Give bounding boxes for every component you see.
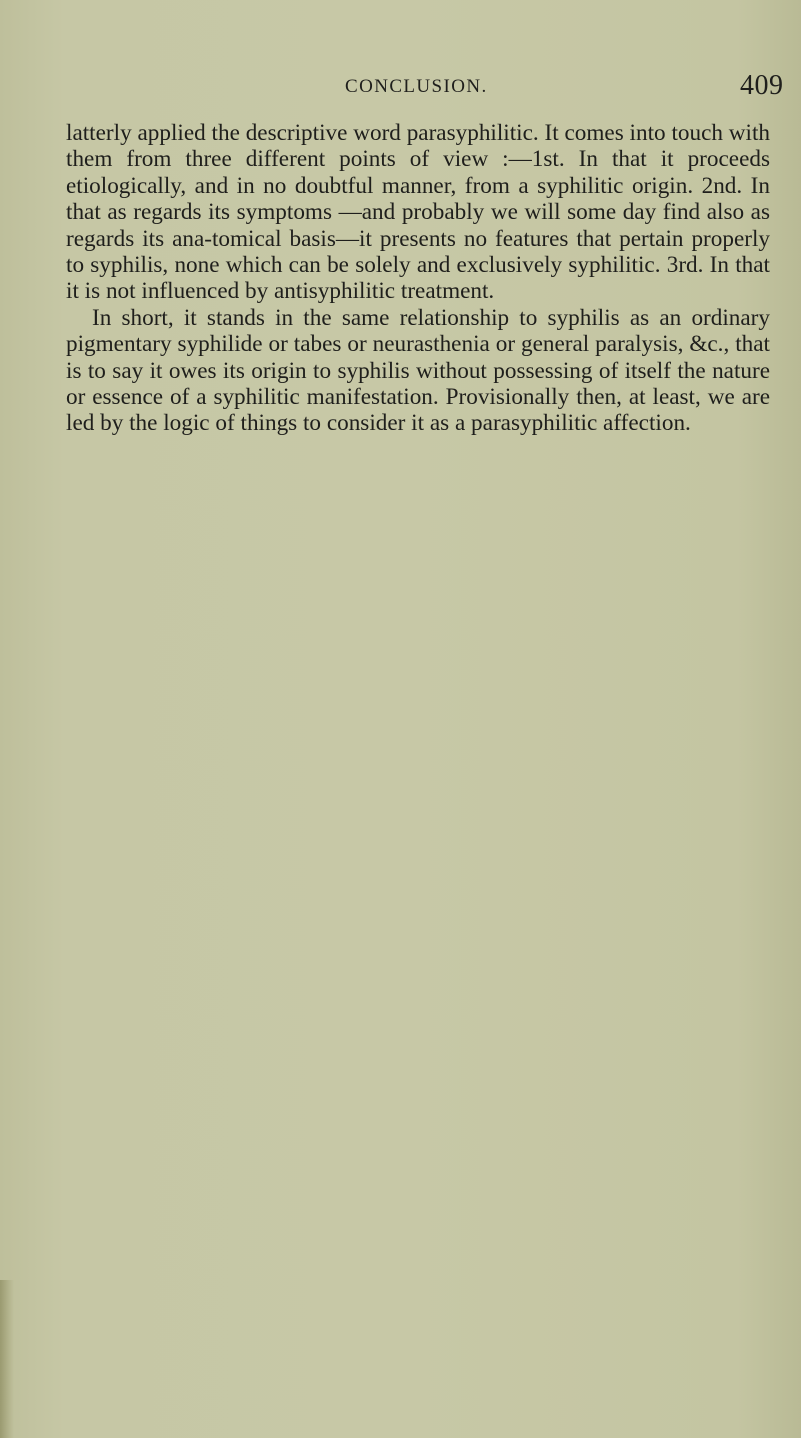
running-title: CONCLUSION.	[345, 76, 488, 97]
page-header	[0, 70, 801, 104]
body-text	[66, 120, 770, 437]
page-edge-shadow	[0, 1280, 14, 1438]
paragraph-2: In short, it stands in the same relationship to syphilis as an ordinary pigmentary syphilide or tabes or neurasthenia or general paralysis, &c., that is to say it owes its origin to syphilis without possessing of itself the nature or essence of a syphilitic manifestation. Provisionally then, at least, we are led by the logic of things to consider it as a parasyphilitic affection.	[66, 304, 770, 437]
paragraph-1: latterly applied the descriptive word parasyphilitic. It comes into touch with them from three different points of view :—1st. In that it proceeds etiologically, and in no doubtful manner, from a syphilitic origin. 2nd. In that as regards its symptoms —and probably we will some day find also as regards its ana-tomical basis—it presents no features that pertain properly to syphilis, none which can be solely and exclusively syphilitic. 3rd. In that it is not influenced by antisyphilitic treatment.	[66, 120, 770, 305]
page-number: 409	[740, 70, 784, 101]
